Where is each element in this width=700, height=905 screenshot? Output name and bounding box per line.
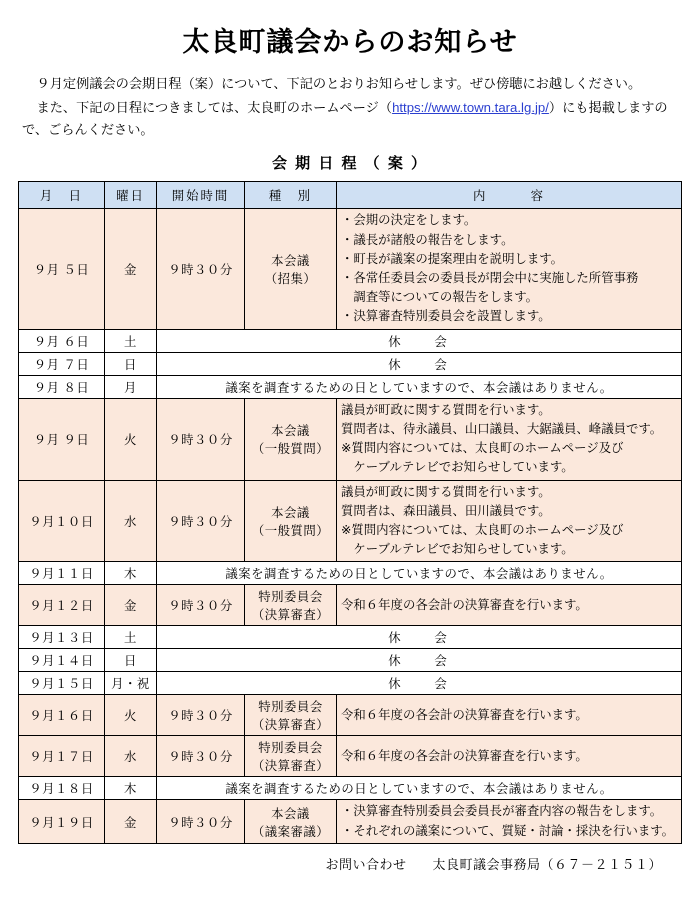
table-head bbox=[19, 182, 682, 209]
table-row bbox=[19, 800, 682, 843]
cell-content bbox=[337, 800, 682, 843]
content-line: 調査等についての報告をします。 bbox=[341, 290, 539, 305]
cell-type-main: 本会議 bbox=[271, 424, 310, 439]
cell-content bbox=[337, 695, 682, 736]
cell-type-main: 特別委員会 bbox=[258, 700, 323, 715]
cell-start-time: ９時３０分 bbox=[157, 736, 245, 777]
column-header-time: 開始時間 bbox=[157, 182, 245, 209]
column-header-day: 曜日 bbox=[105, 182, 157, 209]
cell-content bbox=[337, 209, 682, 329]
cell-date: ９月１２日 bbox=[19, 585, 105, 626]
table-row bbox=[19, 329, 682, 352]
content-line: ※質問内容については、太良町のホームページ及び bbox=[341, 441, 624, 456]
cell-day: 土 bbox=[105, 626, 157, 649]
cell-date: ９月１４日 bbox=[19, 649, 105, 672]
intro-paragraph-2 bbox=[22, 97, 678, 141]
content-line: 議員が町政に関する質問を行います。 bbox=[341, 484, 551, 499]
cell-type bbox=[245, 209, 337, 329]
cell-type-sub: （決算審査） bbox=[251, 718, 330, 733]
schedule-table bbox=[18, 181, 682, 844]
cell-content bbox=[337, 480, 682, 562]
cell-type bbox=[245, 585, 337, 626]
town-homepage-link[interactable]: https://www.town.tara.lg.jp/ bbox=[392, 99, 549, 115]
cell-span-note: 休 会 bbox=[157, 649, 682, 672]
cell-type-sub: （一般質問） bbox=[251, 523, 330, 538]
table-header-row bbox=[19, 182, 682, 209]
cell-date: ９月 ７日 bbox=[19, 352, 105, 375]
intro-text-before-link: また、下記の日程につきましては、太良町のホームページ（ bbox=[36, 99, 393, 115]
cell-day: 水 bbox=[105, 480, 157, 562]
cell-start-time: ９時３０分 bbox=[157, 480, 245, 562]
footer-contact bbox=[18, 854, 662, 873]
cell-type-sub: （決算審査） bbox=[251, 759, 330, 774]
table-row bbox=[19, 398, 682, 480]
cell-date: ９月 ８日 bbox=[19, 375, 105, 398]
table-row bbox=[19, 480, 682, 562]
cell-content bbox=[337, 585, 682, 626]
cell-type-main: 特別委員会 bbox=[258, 590, 323, 605]
section-title: 会 期 日 程 （ 案 ） bbox=[271, 155, 428, 173]
column-header-type: 種 別 bbox=[245, 182, 337, 209]
cell-span-note: 休 会 bbox=[157, 672, 682, 695]
content-line: ケーブルテレビでお知らせしています。 bbox=[341, 542, 574, 557]
cell-day: 火 bbox=[105, 695, 157, 736]
cell-date: ９月 ５日 bbox=[19, 209, 105, 329]
table-row bbox=[19, 562, 682, 585]
content-line: ・会期の決定をします。 bbox=[341, 213, 477, 228]
cell-day: 月・祝 bbox=[105, 672, 157, 695]
content-line: ・決算審査特別委員会を設置します。 bbox=[341, 309, 551, 324]
content-line: ※質問内容については、太良町のホームページ及び bbox=[341, 522, 624, 537]
table-row bbox=[19, 375, 682, 398]
cell-date: ９月１５日 bbox=[19, 672, 105, 695]
cell-day: 土 bbox=[105, 329, 157, 352]
table-row bbox=[19, 672, 682, 695]
table-row bbox=[19, 209, 682, 329]
cell-date: ９月１０日 bbox=[19, 480, 105, 562]
table-row bbox=[19, 736, 682, 777]
content-line: ・それぞれの議案について、質疑・討論・採決を行います。 bbox=[341, 823, 675, 838]
cell-date: ９月 ９日 bbox=[19, 398, 105, 480]
cell-type bbox=[245, 398, 337, 480]
cell-start-time: ９時３０分 bbox=[157, 585, 245, 626]
content-line: 質問者は、森田議員、田川議員です。 bbox=[341, 503, 551, 518]
cell-type-sub: （議案審議） bbox=[251, 824, 330, 839]
footer-label: お問い合わせ bbox=[325, 856, 407, 872]
cell-date: ９月１１日 bbox=[19, 562, 105, 585]
cell-day: 火 bbox=[105, 398, 157, 480]
page-title: 太良町議会からのお知らせ bbox=[182, 27, 518, 57]
cell-start-time: ９時３０分 bbox=[157, 398, 245, 480]
cell-span-note: 議案を調査するための日としていますので、本会議はありません。 bbox=[157, 562, 682, 585]
cell-content bbox=[337, 398, 682, 480]
cell-day: 金 bbox=[105, 585, 157, 626]
cell-day: 水 bbox=[105, 736, 157, 777]
content-line: 令和６年度の各会計の決算審査を行います。 bbox=[341, 597, 588, 612]
cell-date: ９月 ６日 bbox=[19, 329, 105, 352]
cell-start-time: ９時３０分 bbox=[157, 800, 245, 843]
cell-span-note: 議案を調査するための日としていますので、本会議はありません。 bbox=[157, 777, 682, 800]
cell-type-main: 本会議 bbox=[271, 505, 310, 520]
cell-type bbox=[245, 800, 337, 843]
table-body bbox=[19, 209, 682, 844]
cell-type bbox=[245, 480, 337, 562]
table-row bbox=[19, 695, 682, 736]
cell-type-main: 本会議 bbox=[271, 254, 310, 268]
cell-type-main: 本会議 bbox=[271, 806, 310, 821]
content-line: ・各常任委員会の委員長が閉会中に実施した所管事務 bbox=[341, 271, 639, 285]
cell-type bbox=[245, 695, 337, 736]
cell-span-note: 休 会 bbox=[157, 329, 682, 352]
cell-start-time: ９時３０分 bbox=[157, 695, 245, 736]
cell-type-sub: （決算審査） bbox=[251, 608, 330, 623]
cell-date: ９月１８日 bbox=[19, 777, 105, 800]
table-row bbox=[19, 777, 682, 800]
content-line: ケーブルテレビでお知らせしています。 bbox=[341, 460, 574, 475]
cell-content bbox=[337, 736, 682, 777]
cell-date: ９月１６日 bbox=[19, 695, 105, 736]
table-row bbox=[19, 649, 682, 672]
cell-day: 月 bbox=[105, 375, 157, 398]
table-row bbox=[19, 352, 682, 375]
cell-span-note: 休 会 bbox=[157, 352, 682, 375]
cell-start-time: ９時３０分 bbox=[157, 209, 245, 329]
intro-block bbox=[22, 73, 678, 140]
cell-day: 木 bbox=[105, 562, 157, 585]
content-line: ・町長が議案の提案理由を説明します。 bbox=[341, 251, 564, 266]
cell-day: 日 bbox=[105, 649, 157, 672]
cell-day: 日 bbox=[105, 352, 157, 375]
content-line: 令和６年度の各会計の決算審査を行います。 bbox=[341, 748, 588, 763]
cell-type-sub: （招集） bbox=[264, 272, 317, 286]
content-line: 質問者は、待永議員、山口議員、大鋸議員、峰議員です。 bbox=[341, 421, 663, 436]
intro-paragraph-1: ９月定例議会の会期日程（案）について、下記のとおりお知らせします。ぜひ傍聴にお越しください。 bbox=[36, 76, 642, 91]
cell-span-note: 休 会 bbox=[157, 626, 682, 649]
intro-text-after-link: ）にも掲載しますので、ごらんください。 bbox=[22, 99, 668, 137]
cell-type-sub: （一般質問） bbox=[251, 442, 330, 457]
table-row bbox=[19, 626, 682, 649]
column-header-date: 月 日 bbox=[19, 182, 105, 209]
cell-day: 金 bbox=[105, 800, 157, 843]
content-line: 令和６年度の各会計の決算審査を行います。 bbox=[341, 707, 588, 722]
content-line: ・議長が諸般の報告をします。 bbox=[341, 232, 514, 247]
column-header-content: 内 容 bbox=[337, 182, 682, 209]
cell-span-note: 議案を調査するための日としていますので、本会議はありません。 bbox=[157, 375, 682, 398]
footer-value: 太良町議会事務局（６７－２１５１） bbox=[432, 856, 662, 872]
content-line: ・決算審査特別委員会委員長が審査内容の報告をします。 bbox=[341, 804, 663, 819]
cell-day: 木 bbox=[105, 777, 157, 800]
table-row bbox=[19, 585, 682, 626]
cell-date: ９月１９日 bbox=[19, 800, 105, 843]
content-line: 議員が町政に関する質問を行います。 bbox=[341, 402, 551, 417]
cell-day: 金 bbox=[105, 209, 157, 329]
cell-date: ９月１３日 bbox=[19, 626, 105, 649]
cell-type-main: 特別委員会 bbox=[258, 741, 323, 756]
cell-date: ９月１７日 bbox=[19, 736, 105, 777]
cell-type bbox=[245, 736, 337, 777]
